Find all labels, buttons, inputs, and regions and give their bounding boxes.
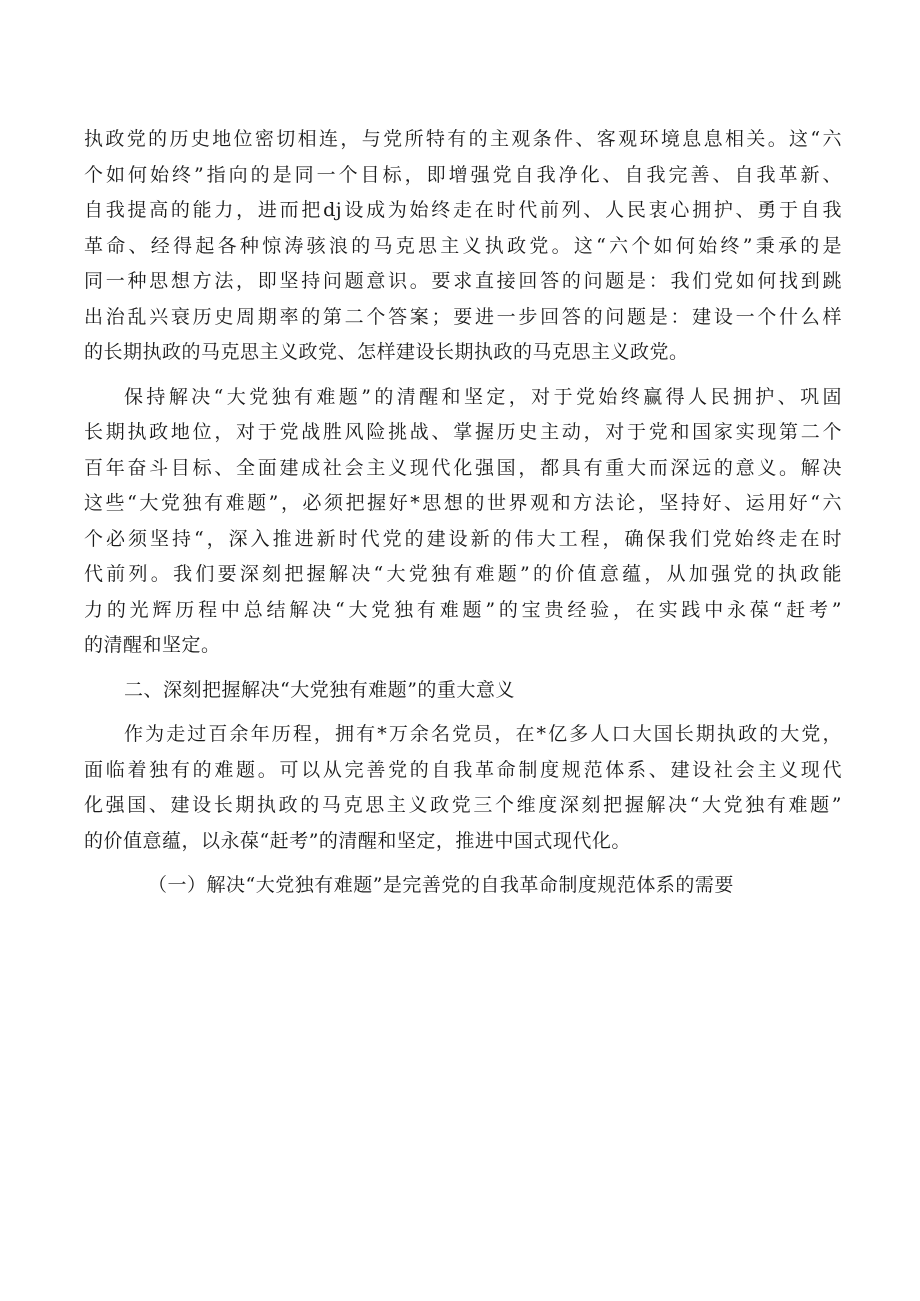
text-line: 个如何始终”指向的是同一个目标，即增强党自我净化、自我完善、自我革新、 (84, 163, 842, 186)
text-line: 同一种思想方法，即坚持问题意识。要求直接回答的问题是：我们党如何找到跳 (84, 270, 842, 292)
text-line: 力的光辉历程中总结解决“大党独有难题”的宝贵经验，在实践中永葆“赶考” (84, 598, 842, 621)
text-line: 百年奋斗目标、全面建成社会主义现代化强国，都具有重大而深远的意义。解决 (84, 456, 842, 479)
text-line: 自我提高的能力，进而把dj设成为始终走在时代前列、人民衷心拥护、勇于自我 (84, 199, 842, 221)
text-line: 面临着独有的难题。可以从完善党的自我革命制度规范体系、建设社会主义现代 (84, 758, 842, 781)
text-line: 作为走过百余年历程，拥有*万余名党员，在*亿多人口大国长期执政的大党， (124, 723, 842, 745)
section-heading (84, 673, 842, 709)
text-line: 代前列。我们要深刻把握解决“大党独有难题”的价值意蕴，从加强党的执政能 (84, 563, 842, 585)
text-line: 的长期执政的马克思主义政党、怎样建设长期执政的马克思主义政党。 (84, 341, 689, 363)
text-line: 个必须坚持“，深入推进新时代党的建设新的伟大工程，确保我们党始终走在时 (84, 527, 842, 550)
subsection-heading (84, 868, 842, 904)
paragraph (84, 122, 842, 371)
heading-text: （一）解决“大党独有难题”是完善党的自我革命制度规范体系的需要 (148, 874, 734, 896)
text-line: 执政党的历史地位密切相连，与党所特有的主观条件、客观环境息息相关。这“六 (84, 128, 842, 150)
paragraph (84, 380, 842, 664)
text-line: 这些“大党独有难题”，必须把握好*思想的世界观和方法论，坚持好、运用好“六 (84, 492, 842, 514)
document-body (84, 122, 842, 904)
text-line: 长期执政地位，对于党战胜风险挑战、掌握历史主动，对于党和国家实现第二个 (84, 421, 842, 443)
text-line: 的清醒和坚定。 (84, 634, 221, 656)
text-line: 化强国、建设长期执政的马克思主义政党三个维度深刻把握解决“大党独有难题” (84, 794, 842, 816)
text-line: 保持解决“大党独有难题”的清醒和坚定，对于党始终赢得人民拥护、巩固 (124, 385, 842, 408)
paragraph (84, 717, 842, 859)
text-line: 革命、经得起各种惊涛骇浪的马克思主义执政党。这“六个如何始终”秉承的是 (84, 234, 842, 257)
heading-text: 二、深刻把握解决“大党独有难题”的重大意义 (124, 678, 515, 701)
text-line: 的价值意蕴，以永葆“赶考”的清醒和坚定，推进中国式现代化。 (84, 829, 631, 852)
text-line: 出治乱兴衰历史周期率的第二个答案；要进一步回答的问题是：建设一个什么样 (84, 305, 842, 328)
